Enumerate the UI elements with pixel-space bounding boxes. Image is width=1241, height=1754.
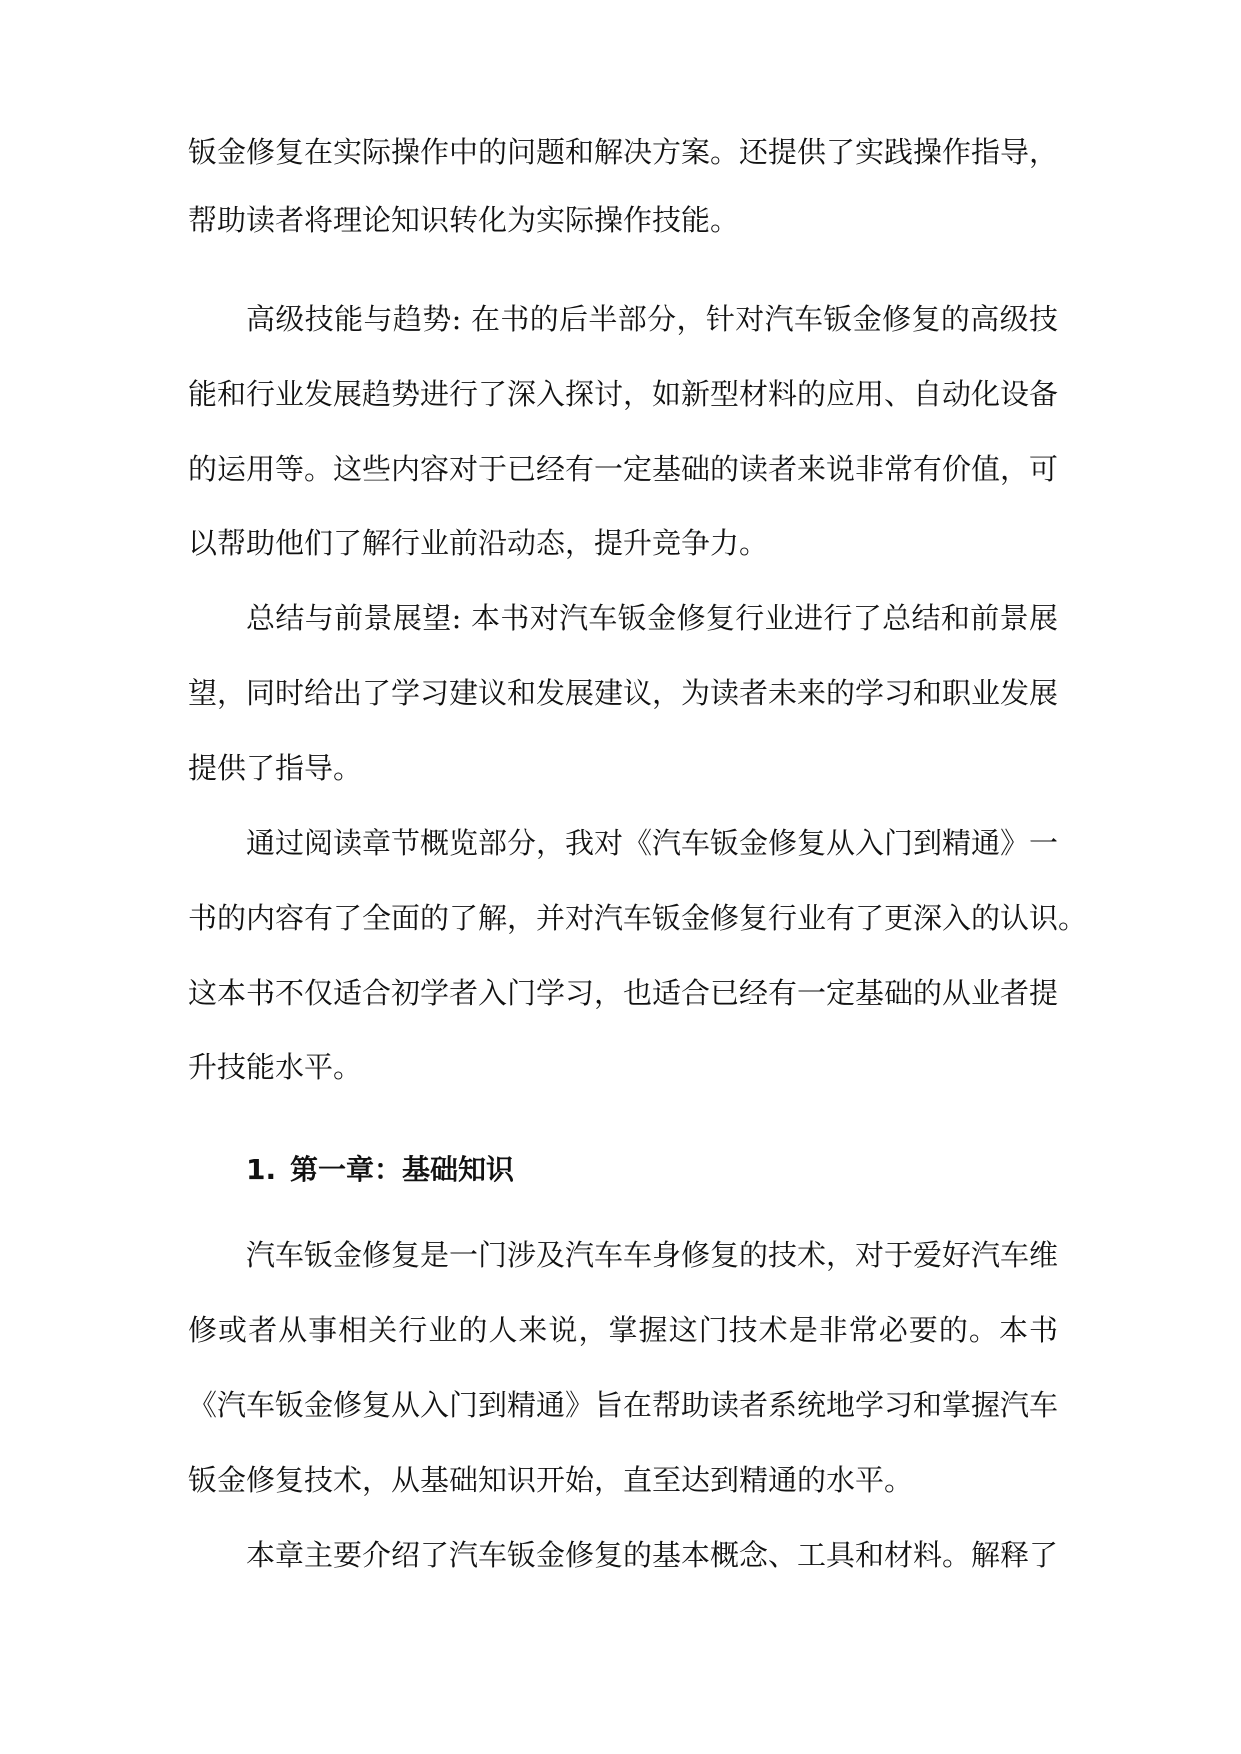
paragraph-line: 《汽车钣金修复从入门到精通》旨在帮助读者系统地学习和掌握汽车	[188, 1388, 1059, 1422]
chapter-title: 第一章：基础知识	[290, 1153, 515, 1186]
paragraph-line: 望，同时给出了学习建议和发展建议，为读者未来的学习和职业发展	[188, 676, 1059, 710]
paragraph-line: 提供了指导。	[188, 751, 363, 785]
paragraph-line: 通过阅读章节概览部分，我对《汽车钣金修复从入门到精通》一	[246, 826, 1059, 860]
paragraph-line: 书的内容有了全面的了解，并对汽车钣金修复行业有了更深入的认识。	[188, 901, 1088, 935]
paragraph-line: 以帮助他们了解行业前沿动态，提升竞争力。	[188, 526, 769, 560]
chapter-number: 1.	[246, 1153, 277, 1186]
paragraph-line: 能和行业发展趋势进行了深入探讨，如新型材料的应用、自动化设备	[188, 377, 1059, 411]
paragraph-line: 高级技能与趋势: 在书的后半部分，针对汽车钣金修复的高级技	[246, 302, 1058, 336]
paragraph-line: 汽车钣金修复是一门涉及汽车车身修复的技术，对于爱好汽车维	[246, 1238, 1059, 1272]
paragraph-line: 钣金修复技术，从基础知识开始，直至达到精通的水平。	[188, 1463, 914, 1497]
paragraph-line: 帮助读者将理论知识转化为实际操作技能。	[188, 203, 740, 237]
paragraph-line: 总结与前景展望: 本书对汽车钣金修复行业进行了总结和前景展	[246, 601, 1058, 635]
paragraph-line: 修或者从事相关行业的人来说，掌握这门技术是非常必要的。本书	[188, 1313, 1058, 1347]
paragraph-line: 升技能水平。	[188, 1050, 363, 1084]
chapter-heading	[246, 1149, 514, 1191]
paragraph-line: 本章主要介绍了汽车钣金修复的基本概念、工具和材料。解释了	[246, 1538, 1059, 1572]
paragraph-line: 的运用等。这些内容对于已经有一定基础的读者来说非常有价值，可	[188, 452, 1059, 486]
paragraph-line: 钣金修复在实际操作中的问题和解决方案。还提供了实践操作指导，	[188, 135, 1059, 169]
paragraph-line: 这本书不仅适合初学者入门学习，也适合已经有一定基础的从业者提	[188, 976, 1059, 1010]
